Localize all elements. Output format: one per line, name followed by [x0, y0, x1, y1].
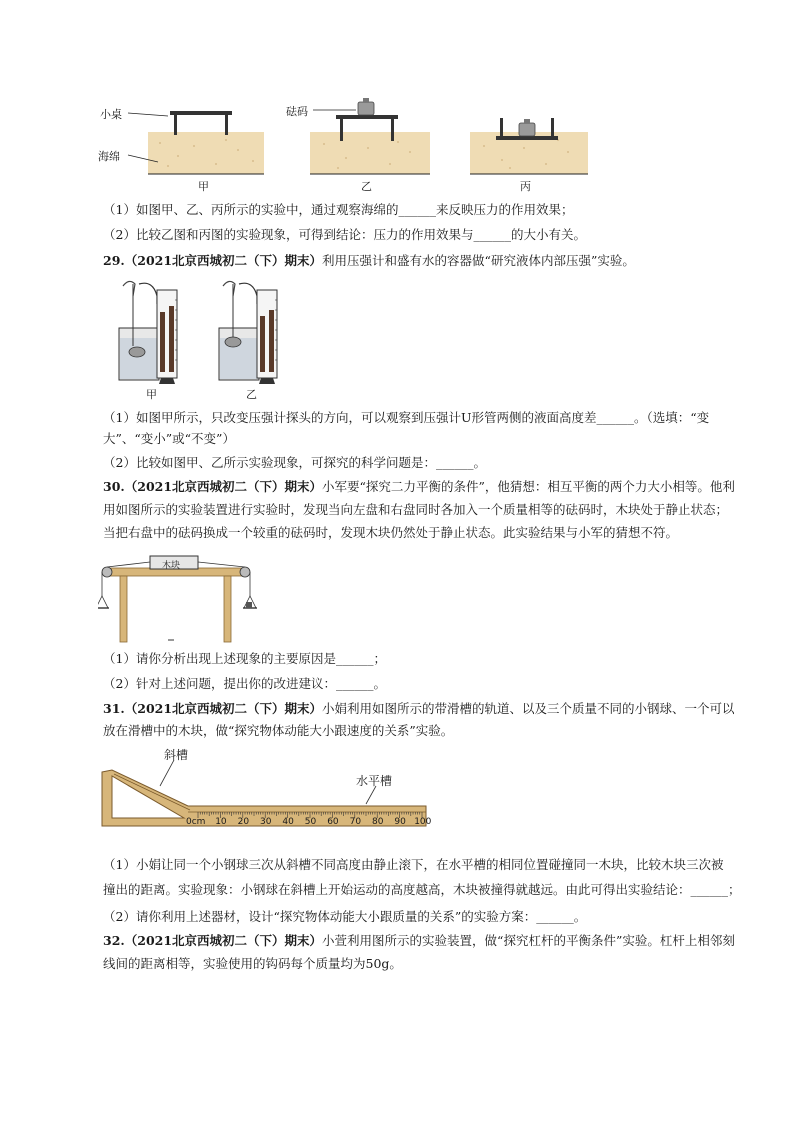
q29-line1b: 大”、“变小”或“不变”）	[103, 431, 235, 446]
ruler-tick-label: 80	[372, 817, 384, 827]
ruler-tick-label: 20	[237, 817, 250, 827]
ruler-tick-label: 40	[282, 817, 294, 827]
q31-stem2: 放在滑槽中的木块，做“探究物体动能大小跟速度的关系”实验。	[103, 723, 454, 738]
q30-line2: （2）针对上述问题，提出你的改进建议：______。	[103, 676, 386, 691]
q32-number: 32.	[103, 933, 125, 948]
ruler-tick-label: 10	[215, 817, 227, 827]
weight-icon	[358, 102, 374, 115]
q31-stem1: 小娟利用如图所示的带滑槽的轨道、以及三个质量不同的小钢球、一个可以	[322, 701, 735, 716]
q32-heading	[103, 933, 735, 949]
q31-line1: （1）小娟让同一个小钢球三次从斜槽不同高度由静止滚下，在水平槽的相同位置碰撞同一木块，比较木块三次被	[103, 857, 724, 872]
apparatus-b	[219, 281, 277, 384]
q31-line1b: 撞出的距离。实验现象：小钢球在斜槽上开始运动的高度越高，木块被撞得就越远。由此可得出实验结论：______；	[103, 882, 741, 897]
caption-a: 甲	[198, 180, 209, 193]
ruler-tick-label: 90	[394, 817, 406, 827]
q32-stem2: 线间的距离相等，实验使用的钩码每个质量均为50g。	[103, 956, 402, 971]
ruler-labels	[186, 817, 432, 829]
ruler-tick-label: 70	[349, 817, 362, 827]
ruler-tick-label: 60	[327, 817, 339, 827]
small-table-b	[336, 115, 398, 119]
ruler-unit: 0cm	[186, 817, 206, 827]
pulley-left-icon	[102, 567, 112, 577]
apparatus-a	[119, 281, 177, 384]
label-weight: 砝码	[286, 105, 308, 118]
label-wood-block: 木块	[162, 561, 181, 571]
q31-heading	[103, 701, 735, 717]
label-sponge: 海绵	[98, 150, 120, 163]
pulley-right-icon	[240, 567, 250, 577]
ruler-tick-label: 100	[414, 817, 432, 827]
sponge-b	[310, 132, 430, 174]
caption-c: 丙	[520, 180, 531, 193]
q29-stem: 利用压强计和盛有水的容器做“研究液体内部压强”实验。	[322, 253, 635, 268]
q30-number: 30.	[103, 479, 125, 494]
caption-b: 乙	[246, 388, 257, 401]
q29-line1: （1）如图甲所示，只改变压强计探头的方向，可以观察到压强计U形管两侧的液面高度差______。（选填：“变	[103, 410, 710, 425]
pressure-gauge-drawing	[103, 276, 303, 400]
ruler-tick-label: 50	[304, 817, 317, 827]
q31-number: 31.	[103, 701, 125, 716]
q31-source: （2021北京西城初二（下）期末）	[124, 701, 323, 716]
q30-heading	[103, 479, 735, 495]
q30-source: （2021北京西城初二（下）期末）	[124, 479, 323, 494]
q30-line1: （1）请你分析出现上述现象的主要原因是______；	[103, 651, 386, 666]
q28-line2: （2）比较乙图和丙图的实验现象，可得到结论：压力的作用效果与______的大小有关。	[103, 227, 586, 242]
q29-source: （2021北京西城初二（下）期末）	[124, 253, 323, 268]
q31-line2: （2）请你利用上述器材，设计“探究物体动能大小跟质量的关系”的实验方案：______。	[103, 909, 587, 924]
q29-heading	[103, 253, 635, 269]
small-table-a	[170, 111, 232, 115]
pressure-gauge-figure	[103, 276, 303, 400]
force-balance-figure	[98, 552, 258, 644]
q32-source: （2021北京西城初二（下）期末）	[124, 933, 323, 948]
caption-a: 甲	[146, 388, 157, 401]
q30-stem3: 当把右盘中的砝码换成一个较重的砝码时，发现木块仍然处于静止状态。此实验结果与小军的猜想不符。	[103, 525, 679, 540]
q30-stem1: 小军要“探究二力平衡的条件”，他猜想：相互平衡的两个力大小相等。他利	[322, 479, 735, 494]
sponge-experiment-figure	[98, 98, 598, 194]
q29-number: 29.	[103, 253, 125, 268]
label-horizontal: 水平槽	[356, 774, 393, 788]
ruler-tick-label: 30	[260, 817, 272, 827]
caption-b: 乙	[361, 180, 372, 193]
small-table-c	[496, 136, 558, 140]
track-figure	[100, 746, 432, 832]
label-small-table: 小桌	[100, 108, 122, 121]
label-slope: 斜槽	[164, 748, 189, 762]
sponge-a	[148, 132, 264, 174]
q32-stem1: 小萱利用图所示的实验装置，做“探究杠杆的平衡条件”实验。杠杆上相邻刻	[322, 933, 735, 948]
q29-line2: （2）比较如图甲、乙所示实验现象，可探究的科学问题是：______。	[103, 455, 486, 470]
q28-line1: （1）如图甲、乙、丙所示的实验中，通过观察海绵的______来反映压力的作用效果；	[103, 202, 574, 217]
q30-stem2: 用如图所示的实验装置进行实验时，发现当向左盘和右盘同时各加入一个质量相等的砝码时，木块处于静止状态；	[103, 502, 729, 517]
